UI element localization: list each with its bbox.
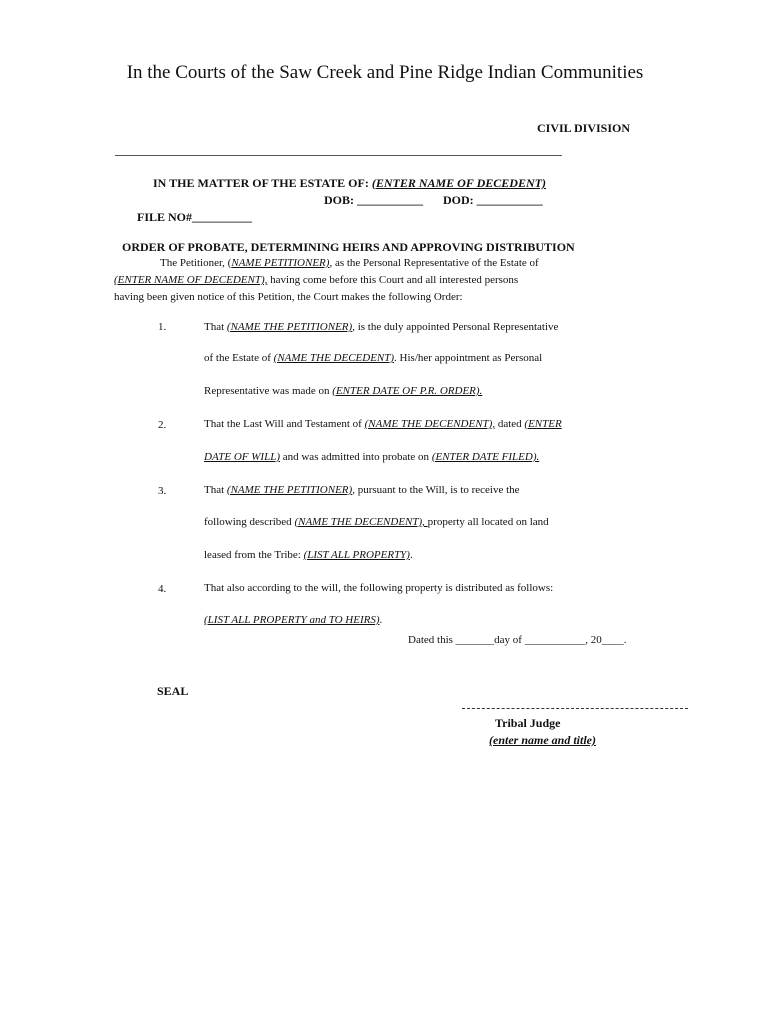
- judge-title: Tribal Judge: [495, 716, 561, 730]
- will-date-field[interactable]: (ENTER: [524, 418, 562, 430]
- day-field[interactable]: _______: [455, 634, 495, 646]
- decedent-name-field-2[interactable]: (ENTER NAME OF DECEDENT),: [114, 274, 268, 286]
- item-2-line-1: [204, 418, 562, 430]
- dated-text: Dated this: [408, 634, 456, 646]
- item-text: following described: [204, 516, 295, 528]
- division-label: CIVIL DIVISION: [537, 121, 631, 135]
- decedent-name-field[interactable]: (ENTER NAME OF DECEDENT): [371, 176, 546, 190]
- item-text: Representative was made on: [204, 385, 333, 397]
- will-date-field-cont[interactable]: DATE OF WILL): [204, 451, 280, 463]
- dated-line: [408, 634, 626, 646]
- date-filed-field[interactable]: (ENTER DATE FILED).: [431, 451, 540, 463]
- year-field[interactable]: ____: [601, 634, 624, 646]
- dod-field[interactable]: ___________: [476, 193, 543, 207]
- item-text: That the Last Will and Testament of: [204, 418, 365, 430]
- matter-line: [153, 176, 546, 191]
- dob-dod-line: [324, 193, 543, 208]
- item-text: .: [379, 614, 383, 626]
- item-text: of the Estate of: [204, 352, 274, 364]
- file-number-line: [137, 210, 252, 225]
- item-text: , is the duly appointed Personal Representative: [352, 321, 559, 333]
- header-rule: [115, 155, 562, 156]
- property-list-field[interactable]: (LIST ALL PROPERTY): [303, 549, 410, 561]
- dob-field[interactable]: ___________: [357, 193, 423, 207]
- dod-label: DOD:: [443, 193, 474, 207]
- item-text: That: [204, 321, 227, 333]
- dated-text: .: [623, 634, 627, 646]
- decedent-field[interactable]: (NAME THE DECENDENT),: [364, 418, 496, 430]
- file-number-field[interactable]: __________: [192, 210, 253, 224]
- intro-line-2: [114, 274, 518, 286]
- month-field[interactable]: ___________: [524, 634, 586, 646]
- item-1-line-2: [204, 352, 542, 364]
- item-text: property all located on land: [427, 516, 549, 528]
- item-number: 3.: [158, 485, 167, 497]
- signature-line[interactable]: [462, 708, 688, 709]
- dob-label: DOB:: [324, 193, 354, 207]
- judge-name-field[interactable]: (enter name and title): [489, 733, 596, 747]
- item-text: That: [204, 484, 227, 496]
- file-label: FILE NO#: [137, 210, 193, 224]
- intro-text: having come before this Court and all interested persons: [267, 274, 519, 286]
- intro-text: The Petitioner, (: [160, 257, 232, 269]
- item-number: 2.: [158, 419, 167, 431]
- item-3-line-2: [204, 516, 549, 528]
- item-2-line-2: [204, 451, 539, 463]
- pr-order-date-field[interactable]: (ENTER DATE OF P.R. ORDER).: [332, 385, 483, 397]
- heirs-property-field[interactable]: (LIST ALL PROPERTY and TO HEIRS): [204, 614, 380, 626]
- item-text: , pursuant to the Will, is to receive the: [352, 484, 520, 496]
- item-text: leased from the Tribe:: [204, 549, 304, 561]
- item-4-line-2: [204, 614, 382, 626]
- item-text: and was admitted into probate on: [279, 451, 432, 463]
- matter-label: IN THE MATTER OF THE ESTATE OF:: [153, 176, 369, 190]
- petitioner-name-field[interactable]: NAME PETITIONER): [231, 257, 330, 269]
- decedent-field[interactable]: (NAME THE DECEDENT): [273, 352, 395, 364]
- item-number: 1.: [158, 321, 167, 333]
- petitioner-field[interactable]: (NAME THE PETITIONER): [226, 321, 353, 333]
- dated-text: , 20: [585, 634, 602, 646]
- petitioner-field[interactable]: (NAME THE PETITIONER): [226, 484, 353, 496]
- item-number: 4.: [158, 583, 167, 595]
- intro-line-3: having been given notice of this Petition, the Court makes the following Order:: [114, 291, 463, 303]
- item-3-line-1: [204, 484, 520, 496]
- intro-text: , as the Personal Representative of the Estate of: [329, 257, 539, 269]
- decedent-field[interactable]: (NAME THE DECENDENT),: [294, 516, 428, 528]
- item-1-line-3: [204, 385, 482, 397]
- intro-line-1: [160, 257, 539, 269]
- seal-label: SEAL: [157, 684, 189, 698]
- item-4-line-1: That also according to the will, the following property is distributed as follows:: [204, 582, 554, 594]
- court-title: In the Courts of the Saw Creek and Pine Ridge Indian Communities: [126, 62, 644, 83]
- item-3-line-3: [204, 549, 413, 561]
- dated-text: day of: [494, 634, 525, 646]
- item-text: dated: [495, 418, 525, 430]
- item-1-line-1: [204, 321, 558, 333]
- item-text: . His/her appointment as Personal: [394, 352, 543, 364]
- item-text: .: [409, 549, 413, 561]
- order-heading: ORDER OF PROBATE, DETERMINING HEIRS AND APPROVING DISTRIBUTION: [122, 240, 575, 254]
